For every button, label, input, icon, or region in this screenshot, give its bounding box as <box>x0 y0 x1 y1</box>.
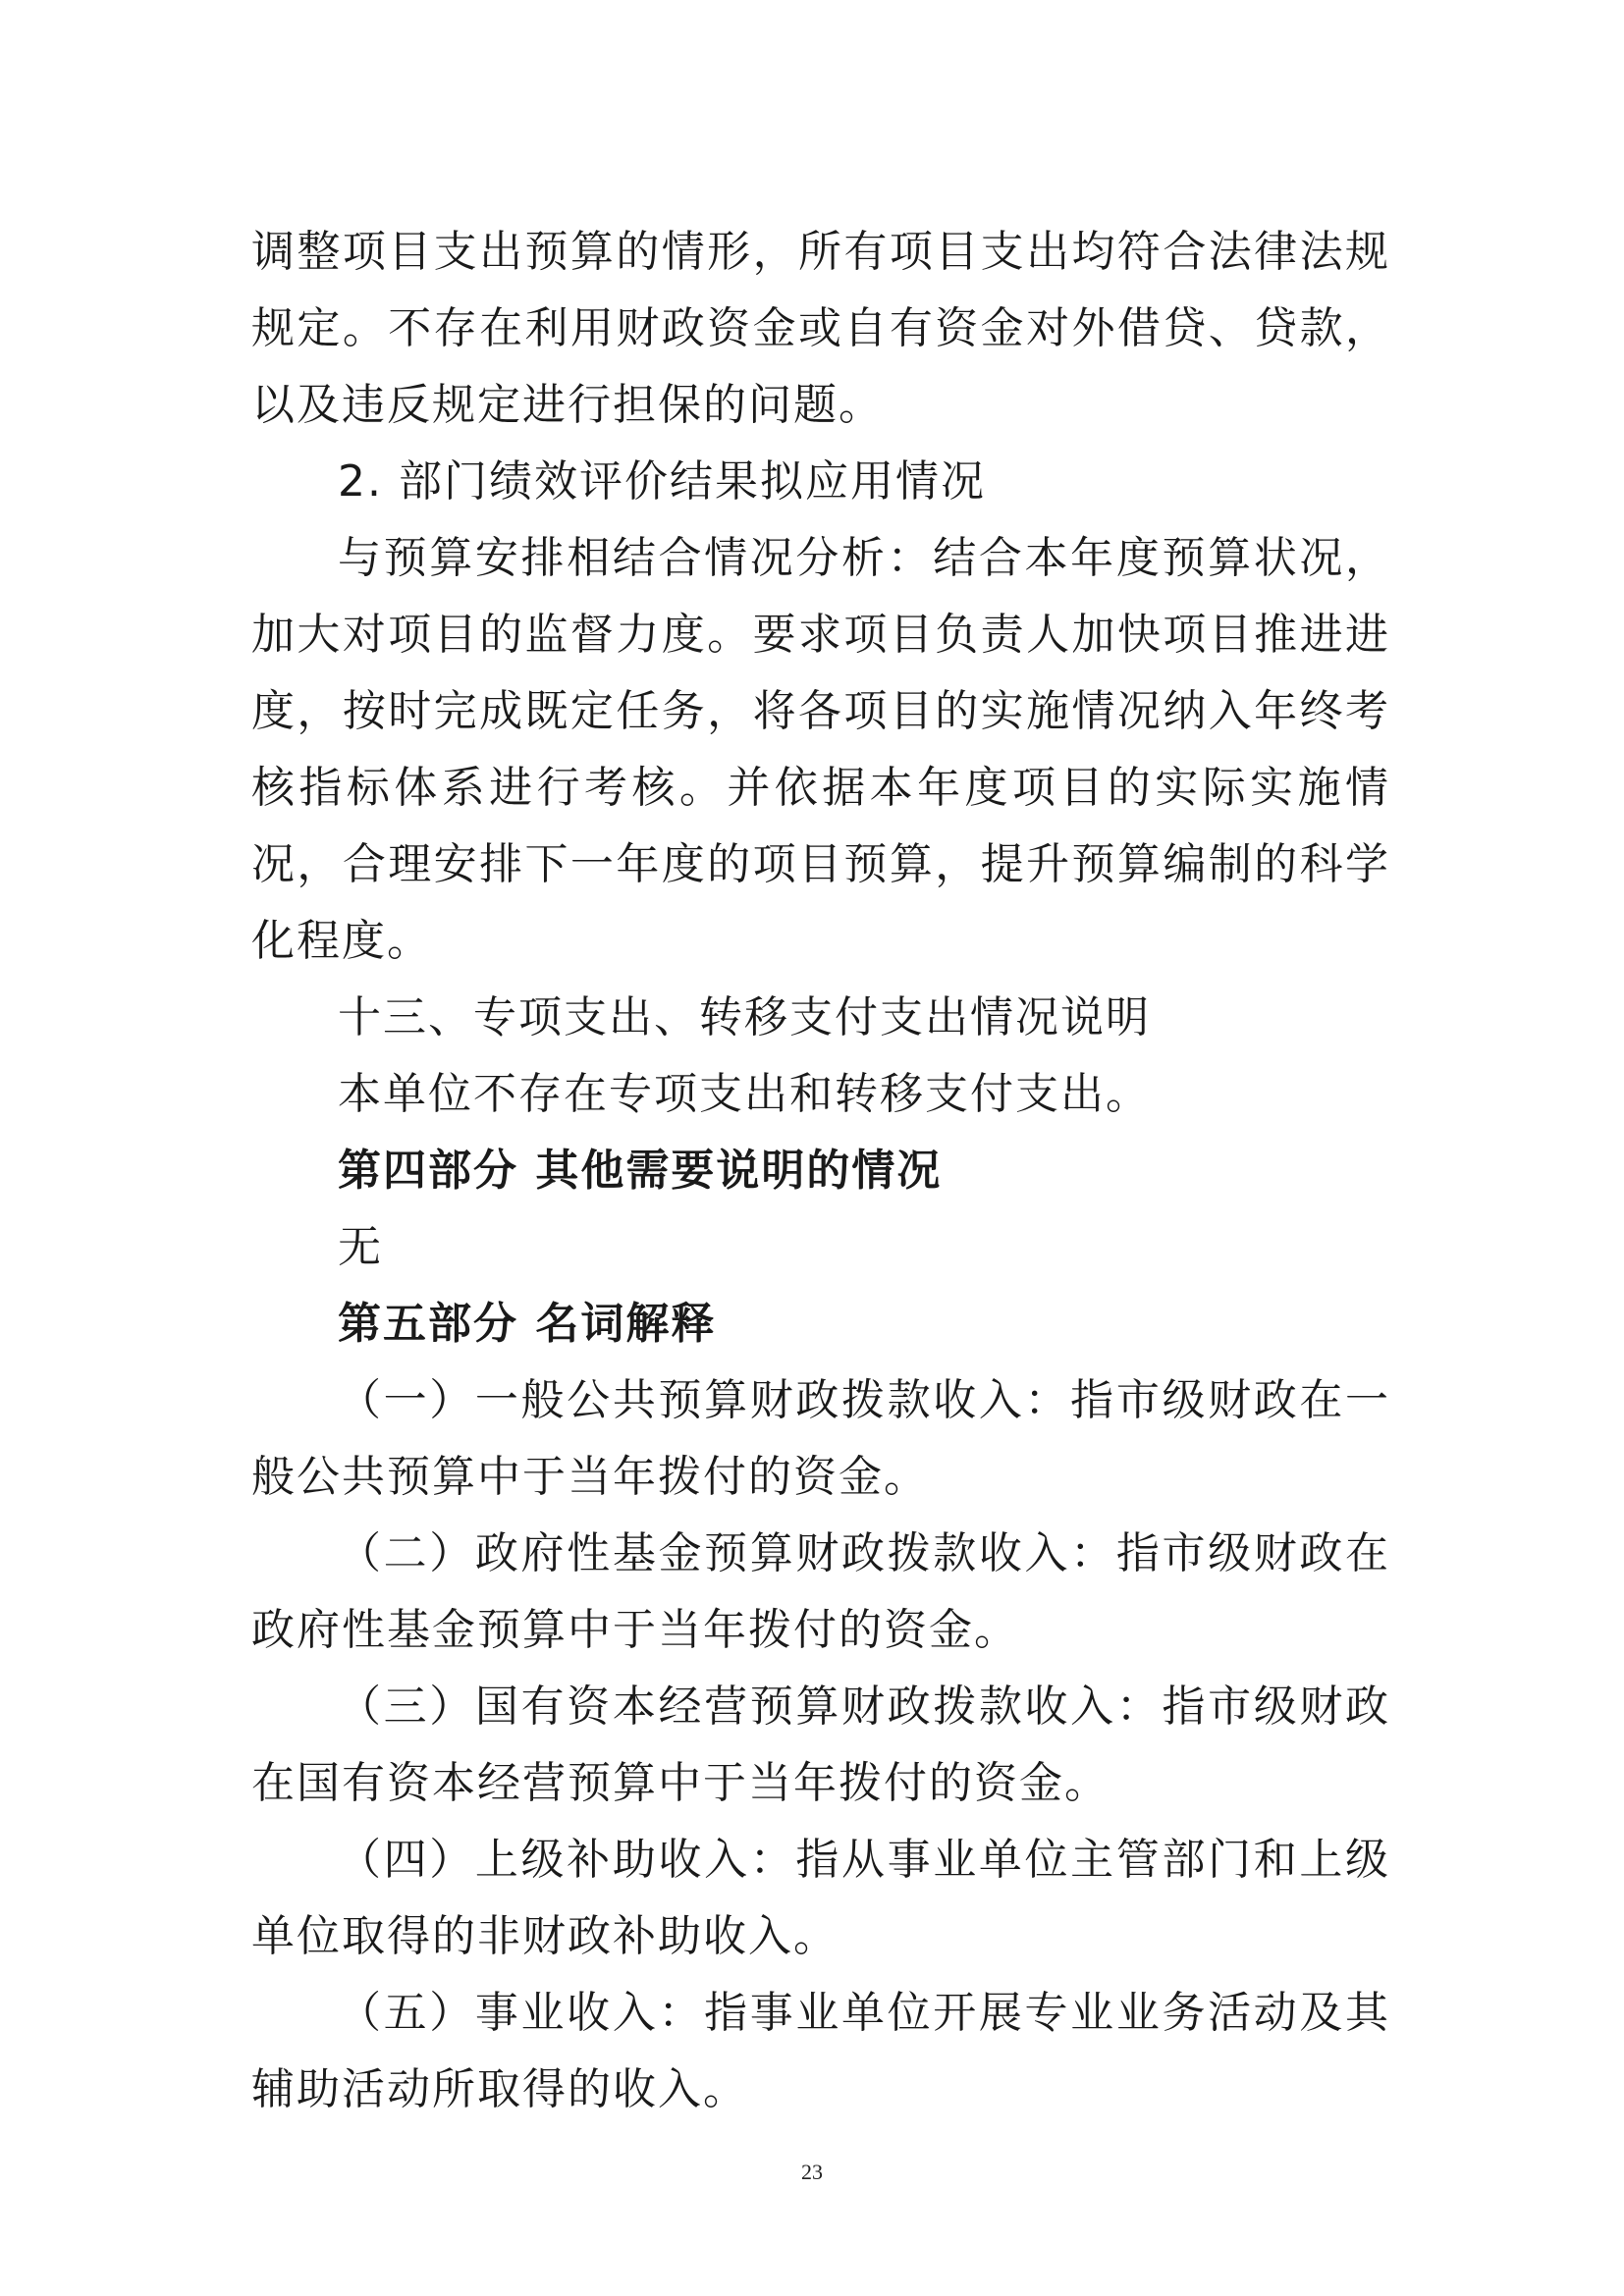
part-heading-part-four: 第四部分 其他需要说明的情况 <box>338 1146 943 1196</box>
definition-item-3: （三）国有资本经营预算财政拨款收入：指市级财政在国有资本经营预算中于当年拨付的资金。 <box>251 1682 1390 1808</box>
definition-item-4: （四）上级补助收入：指从事业单位主管部门和上级单位取得的非财政补助收入。 <box>251 1835 1390 1961</box>
definition-item-2: （二）政府性基金预算财政拨款收入：指市级财政在政府性基金预算中于当年拨付的资金。 <box>251 1528 1390 1655</box>
page-number: 23 <box>801 2160 823 2184</box>
paragraph-budget-integration-analysis: 与预算安排相结合情况分析：结合本年度预算状况，加大对项目的监督力度。要求项目负责人加快项目推进进度，按时完成既定任务，将各项目的实施情况纳入年终考核指标体系进行考核。并依据本年度项目的实际实施情况，合理安排下一年度的项目预算，提升预算编制的科学化程度。 <box>251 533 1390 966</box>
part-heading-part-five: 第五部分 名词解释 <box>338 1299 717 1349</box>
definition-item-5: （五）事业收入：指事业单位开展专业业务活动及其辅助活动所取得的收入。 <box>251 1988 1390 2114</box>
definition-item-1: （一）一般公共预算财政拨款收入：指市级财政在一般公共预算中于当年拨付的资金。 <box>251 1375 1390 1502</box>
paragraph-project-expenditure-compliance: 调整项目支出预算的情形，所有项目支出均符合法律法规规定。不存在利用财政资金或自有资金对外借贷、贷款，以及违反规定进行担保的问题。 <box>251 227 1390 430</box>
paragraph-no-special-expenditure: 本单位不存在专项支出和转移支付支出。 <box>338 1069 1151 1119</box>
section-heading-special-transfer-expenditure: 十三、专项支出、转移支付支出情况说明 <box>338 992 1151 1042</box>
paragraph-performance-result-application: 2. 部门绩效评价结果拟应用情况 <box>338 456 986 507</box>
document-body <box>251 214 1390 2128</box>
paragraph-none: 无 <box>338 1222 383 1272</box>
